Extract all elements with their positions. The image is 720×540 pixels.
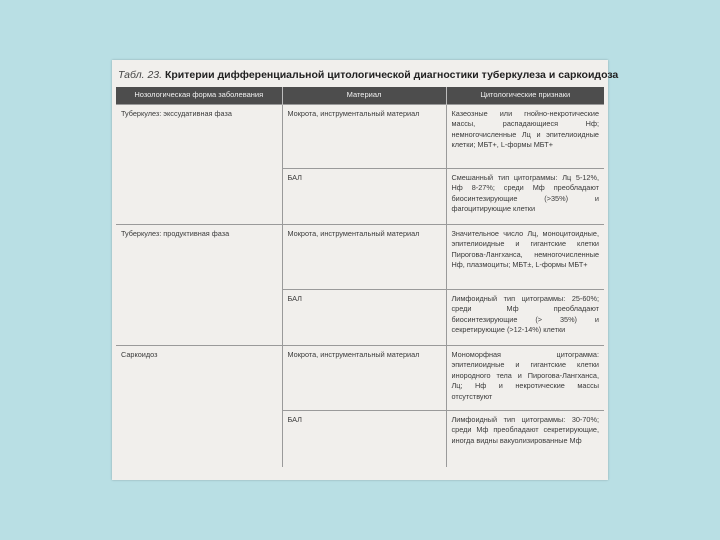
table-row (116, 346, 604, 411)
table-title: Критерии дифференциальной цитологической диагностики туберкулеза и саркоидоза (164, 69, 619, 81)
document-page (112, 60, 619, 480)
signs-cell: Лимфоидный тип цитограммы: 25-60%; среди Мф преобладают биосинтезирующие (> 35%) и секретирующие (>12-14%) клетки (446, 290, 604, 346)
table-row (116, 169, 604, 225)
table-number: Табл. 23. (118, 69, 163, 81)
material-cell: БАЛ (282, 169, 446, 225)
table-row (116, 225, 604, 290)
table-caption (118, 68, 619, 82)
signs-cell: Казеозные или гнойно-некротические массы, распадающиеся Нф; немногочисленные Лц и эпителиоидные клетки; МБТ+, L-формы МБТ+ (446, 105, 604, 169)
header-signs: Цитологические признаки (446, 87, 604, 105)
material-cell: БАЛ (282, 411, 446, 467)
header-material: Материал (282, 87, 446, 105)
material-cell: Мокрота, инструментальный материал (282, 346, 446, 411)
material-cell: Мокрота, инструментальный материал (282, 225, 446, 290)
nosology-cell (116, 169, 282, 225)
nosology-cell (116, 290, 282, 346)
material-cell: Мокрота, инструментальный материал (282, 105, 446, 169)
table-header-row (116, 87, 604, 105)
header-nosology: Нозологическая форма заболевания (116, 87, 282, 105)
signs-cell: Смешанный тип цитограммы: Лц 5-12%, Нф 8-27%; среди Мф преобладают биосинтезирующие (>35%) и фагоцитирующие клетки (446, 169, 604, 225)
table-row (116, 290, 604, 346)
criteria-table (116, 87, 604, 467)
nosology-cell: Саркоидоз (116, 346, 282, 411)
nosology-cell: Туберкулез: продуктивная фаза (116, 225, 282, 290)
signs-cell: Мономорфная цитограмма: эпителиоидные и гигантские клетки инородного тела и Пирогова-Лангханса, Лц; Нф и некротические массы отсутствуют (446, 346, 604, 411)
table-row (116, 105, 604, 169)
nosology-cell: Туберкулез: экссудативная фаза (116, 105, 282, 169)
material-cell: БАЛ (282, 290, 446, 346)
table-row (116, 411, 604, 467)
signs-cell: Значительное число Лц, моноцитоидные, эпителиоидные и гигантские клетки Пирогова-Лангханса, немногочисленные Нф, плазмоциты; МБТ±, L-формы МБТ+ (446, 225, 604, 290)
nosology-cell (116, 411, 282, 467)
signs-cell: Лимфоидный тип цитограммы: 30-70%; среди Мф преобладают секретирующие, иногда видны вакуолизированные Мф (446, 411, 604, 467)
